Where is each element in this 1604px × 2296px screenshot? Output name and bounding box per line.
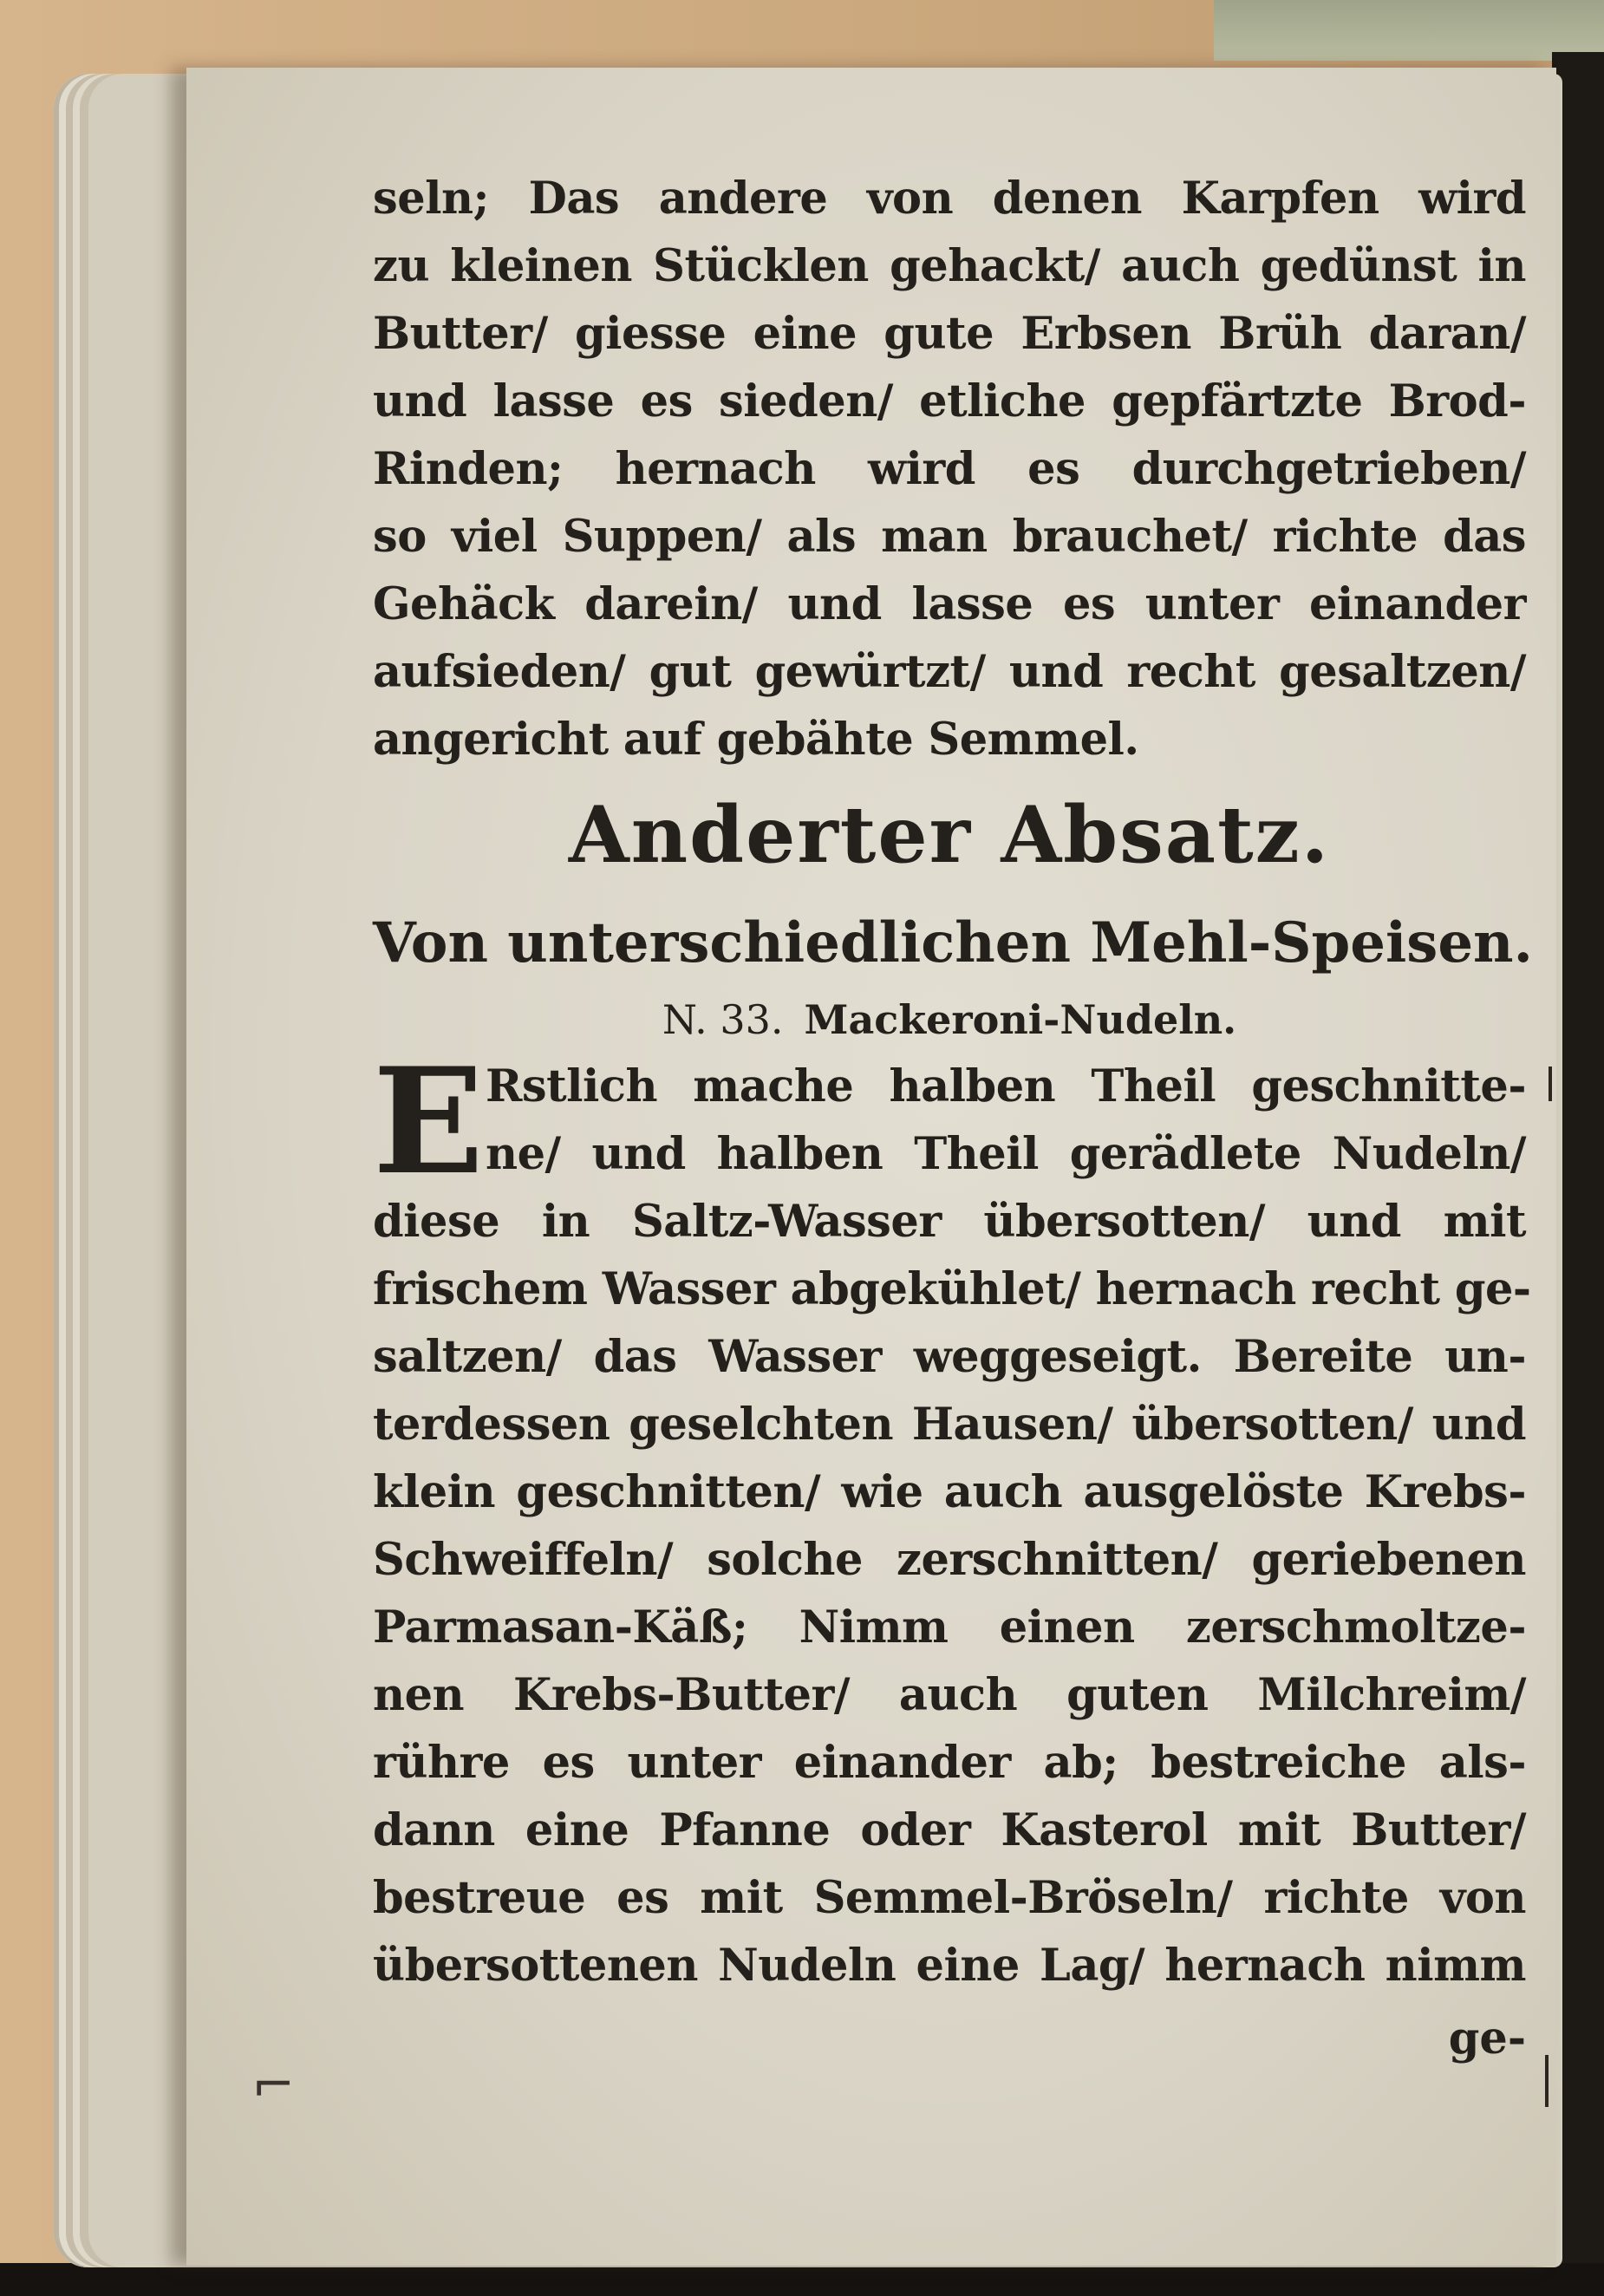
text-line: bestreue es mit Semmel-Bröseln/ richte von — [373, 1872, 1526, 1924]
drop-cap-initial: E — [373, 1035, 485, 1207]
text-line: nen Krebs-Butter/ auch guten Milchreim/ — [373, 1669, 1526, 1721]
recipe-title — [373, 987, 1526, 1053]
text-line: Rstlich mache halben Theil geschnitte- — [486, 1060, 1526, 1112]
text-line: übersottenen Nudeln eine Lag/ hernach nimm — [373, 1940, 1526, 1992]
text-line: rühre es unter einander ab; bestreiche als- — [373, 1737, 1526, 1789]
page-edge-mark — [1549, 1066, 1552, 1101]
text-line: diese in Saltz-Wasser übersotten/ und mit — [373, 1196, 1526, 1248]
text-line: dann eine Pfanne oder Kasterol mit Butter/ — [373, 1804, 1526, 1856]
text-line: angericht auf gebähte Semmel. — [373, 714, 1139, 766]
text-line: so viel Suppen/ als man brauchet/ richte das — [373, 511, 1526, 563]
page-text — [373, 165, 1533, 2072]
recipe-number: N. 33. — [662, 996, 784, 1043]
catchword: ge- — [1448, 2012, 1526, 2064]
text-line: aufsieden/ gut gewürtzt/ und recht gesaltzen/ — [373, 646, 1526, 698]
text-line: frischem Wasser abgekühlet/ hernach recht ge- — [373, 1263, 1531, 1315]
top-paragraph — [373, 165, 1526, 773]
text-line: terdessen geselchten Hausen/ übersotten/ und — [373, 1399, 1526, 1451]
section-heading: Anderter Absatz. — [568, 789, 1331, 881]
text-line: Gehäck darein/ und lasse es unter einander — [373, 578, 1526, 630]
text-line: Parmasan-Käß; Nimm einen zerschmoltze- — [373, 1601, 1526, 1654]
text-line: Schweiffeln/ solche zerschnitten/ geriebenen — [373, 1534, 1526, 1586]
text-line: Rinden; hernach wird es durchgetrieben/ — [373, 443, 1526, 495]
text-line: klein geschnitten/ wie auch ausgelöste Krebs- — [373, 1466, 1526, 1518]
text-line: zu kleinen Stücklen gehackt/ auch gedünst in — [373, 240, 1526, 292]
text-line: seln; Das andere von denen Karpfen wird — [373, 173, 1526, 225]
text-line: ne/ und halben Theil gerädlete Nudeln/ — [486, 1128, 1526, 1180]
text-line: saltzen/ das Wasser weggeseigt. Bereite un- — [373, 1331, 1526, 1383]
cloth-corner — [1214, 0, 1604, 61]
section-subheading: Von unterschiedlichen Mehl-Speisen. — [373, 910, 1533, 975]
recipe-paragraph — [373, 1035, 1531, 1999]
margin-pencil-mark: ⌐ — [251, 2055, 296, 2116]
page-edge-mark — [1545, 2055, 1549, 2107]
bottom-edge — [0, 2263, 1604, 2296]
text-line: und lasse es sieden/ etliche gepfärtzte Brod- — [373, 375, 1526, 427]
recipe-name: Mackeroni-Nudeln. — [804, 996, 1237, 1043]
text-line: Butter/ giesse eine gute Erbsen Brüh daran/ — [373, 308, 1526, 360]
